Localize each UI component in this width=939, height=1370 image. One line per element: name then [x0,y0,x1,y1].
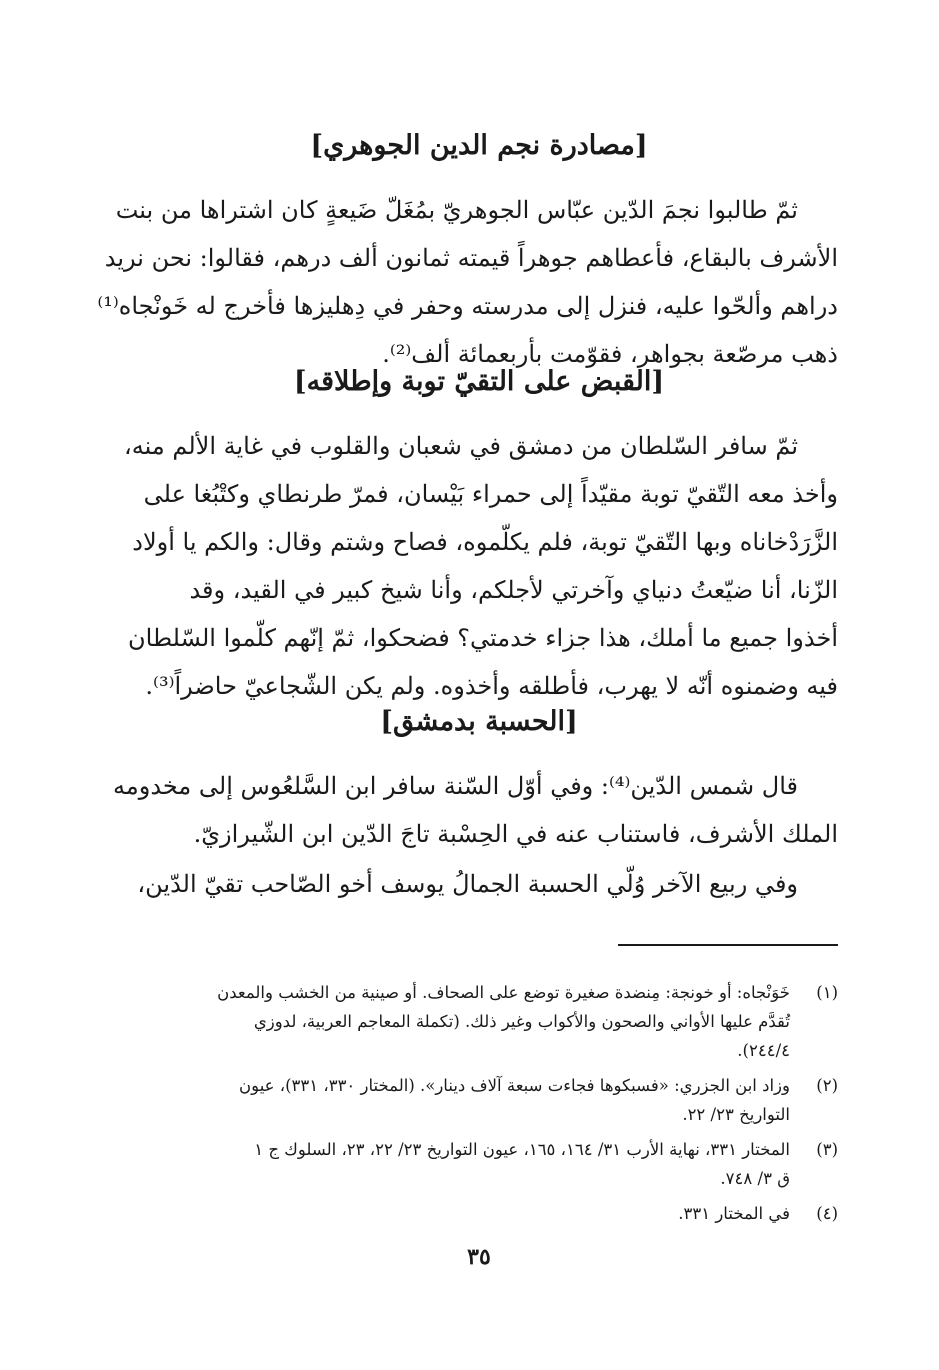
text-line: أخذوا جميع ما أملك، هذا جزاء خدمتي؟ فضحكوا، ثمّ إنّهم كلّموا السّلطان [128,624,838,652]
section-heading-arrest: [القبض على التقيّ توبة وإطلاقه] [293,366,665,397]
footnote-number: (٣) [816,1140,838,1159]
footnote-2 [120,1071,838,1129]
footnote-line: ق ٣/ ٧٤٨. [720,1169,790,1188]
footnote-number: (٢) [816,1076,838,1095]
footnote-4 [120,1199,838,1228]
text-line: فيه وضمنوه أنّه لا يهرب، فأطلقه وأخذوه. ولم يكن الشّجاعيّ حاضراً⁽³⁾. [145,672,838,700]
text-line: وفي ربيع الآخر وُلّي الحسبة الجمالُ يوسف أخو الصّاحب تقيّ الدّين، [137,870,798,898]
footnote-text [120,1199,790,1228]
paragraph-hisba-2 [120,860,838,908]
footnote-line: وزاد ابن الجزري: «فسبكوها فجاءت سبعة آلاف دينار». (المختار ٣٣٠، ٣٣١)، عيون [239,1076,790,1095]
text-line: وأخذ معه التّقيّ توبة مقيّداً إلى حمراء بَيْسان، فمرّ طرنطاي وكتْبُغا على [143,480,838,508]
footnote-3 [120,1135,838,1193]
page-number: ٣٥ [467,1244,491,1270]
footnote-text [120,978,790,1065]
footnote-line: التواريخ ٢٣/ ٢٢. [682,1105,790,1124]
text-line: دراهم وألحّوا عليه، فنزل إلى مدرسته وحفر في دِهليزها فأخرج له خَونْجاه⁽¹⁾ [97,292,838,320]
text-line: قال شمس الدّين⁽⁴⁾: وفي أوّل السّنة سافر ابن السَّلعُوس إلى مخدومه [113,772,798,800]
footnote-number: (١) [816,983,838,1002]
footnote-line: ٢٤٤/٤). [737,1041,790,1060]
text-line: ذهب مرصّعة بجواهر، فقوّمت بأربعمائة ألف⁽²⁾. [382,340,838,368]
footnote-line: خَوَنْجاه: أو خونجة: مِنضدة صغيرة توضع على الصحاف. أو صينية من الخشب والمعدن [217,983,790,1002]
footnote-text [120,1135,790,1193]
footnote-line: المختار ٣٣١، نهاية الأرب ٣١/ ١٦٤، ١٦٥، عيون التواريخ ٢٣/ ٢٢، ٢٣، السلوك ج ١ [254,1140,790,1159]
text-line: ثمّ طالبوا نجمَ الدّين عبّاس الجوهريّ بمُغَلّ ضَيعةٍ كان اشتراها من بنت [115,196,798,224]
footnote-line: تُقدَّم عليها الأواني والصحون والأكواب وغير ذلك. (تكملة المعاجم العربية، لدوزي [253,1012,790,1031]
footnote-separator [618,944,838,946]
text-line: الأشرف بالبقاع، فأعطاهم جوهراً قيمته ثمانون ألف درهم، فقالوا: نحن نريد [104,244,838,272]
section-heading-confiscation: [مصادرة نجم الدين الجوهري] [310,130,648,161]
text-line: ثمّ سافر السّلطان من دمشق في شعبان والقلوب في غاية الألم منه، [124,432,798,460]
footnote-line: في المختار ٣٣١. [678,1204,790,1223]
footnotes [120,978,838,1234]
footnote-1 [120,978,838,1065]
text-line: الملك الأشرف، فاستناب عنه في الحِسْبة تاجَ الدّين ابن الشّيرازيّ. [193,820,838,848]
book-page [97,0,838,1370]
footnote-number: (٤) [816,1204,838,1223]
footnote-text [120,1071,790,1129]
text-line: الزَّرَدْخاناه وبها التّقيّ توبة، فلم يكلّموه، فصاح وشتم وقال: والكم يا أولاد [132,528,838,556]
paragraph-confiscation [97,186,838,378]
paragraph-arrest [120,422,838,710]
paragraph-hisba-1 [113,762,838,858]
text-line: الزّنا، أنا ضيّعتُ دنياي وآخرتي لأجلكم، وأنا شيخ كبير في القيد، وقد [189,576,838,604]
section-heading-hisba: [الحسبة بدمشق] [380,706,578,737]
